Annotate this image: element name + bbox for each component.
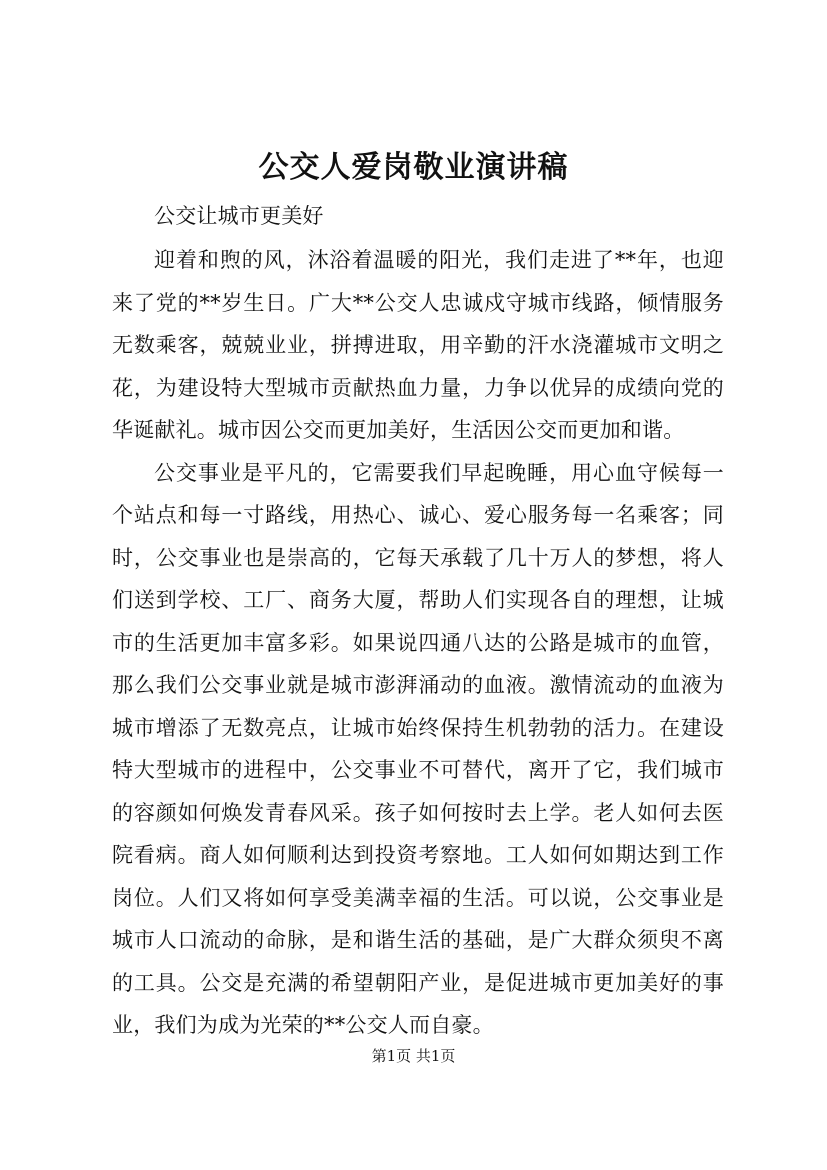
page-footer: 第1页 共1页 [371,1047,456,1065]
paragraph-1: 迎着和煦的风，沐浴着温暖的阳光，我们走进了**年，也迎来了党的**岁生日。广大**公交人忠诚戍守城市线路，倾情服务无数乘客，兢兢业业，拼搏进取，用辛勤的汗水浇灌城市文明之花，为建设特大型城市贡献热血力量，力争以优异的成绩向党的华诞献礼。城市因公交而更加美好，生活因公交而更加和谐。 [112,248,724,442]
document-title: 公交人爱岗敬业演讲稿 [258,150,569,185]
paragraph-2: 公交事业是平凡的，它需要我们早起晚睡，用心血守候每一个站点和每一寸路线，用热心、诚心、爱心服务每一名乘客；同时，公交事业也是崇高的，它每天承载了几十万人的梦想，将人们送到学校、工厂、商务大厦，帮助人们实现各自的理想，让城市的生活更加丰富多彩。如果说四通八达的公路是城市的血管，那么我们公交事业就是城市澎湃涌动的血液。激情流动的血液为城市增添了无数亮点，让城市始终保持生机勃勃的活力。在建设特大型城市的进程中，公交事业不可替代，离开了它，我们城市的容颜如何焕发青春风采。孩子如何按时去上学。老人如何去医院看病。商人如何顺利达到投资考察地。工人如何如期达到工作岗位。人们又将如何享受美满幸福的生活。可以说，公交事业是城市人口流动的命脉，是和谐生活的基础，是广大群众须臾不离的工具。公交是充满的希望朝阳产业，是促进城市更加美好的事业，我们为成为光荣的**公交人而自豪。 [112,460,724,1037]
document-body [112,197,724,1047]
document-subtitle: 公交让城市更美好 [154,204,324,228]
